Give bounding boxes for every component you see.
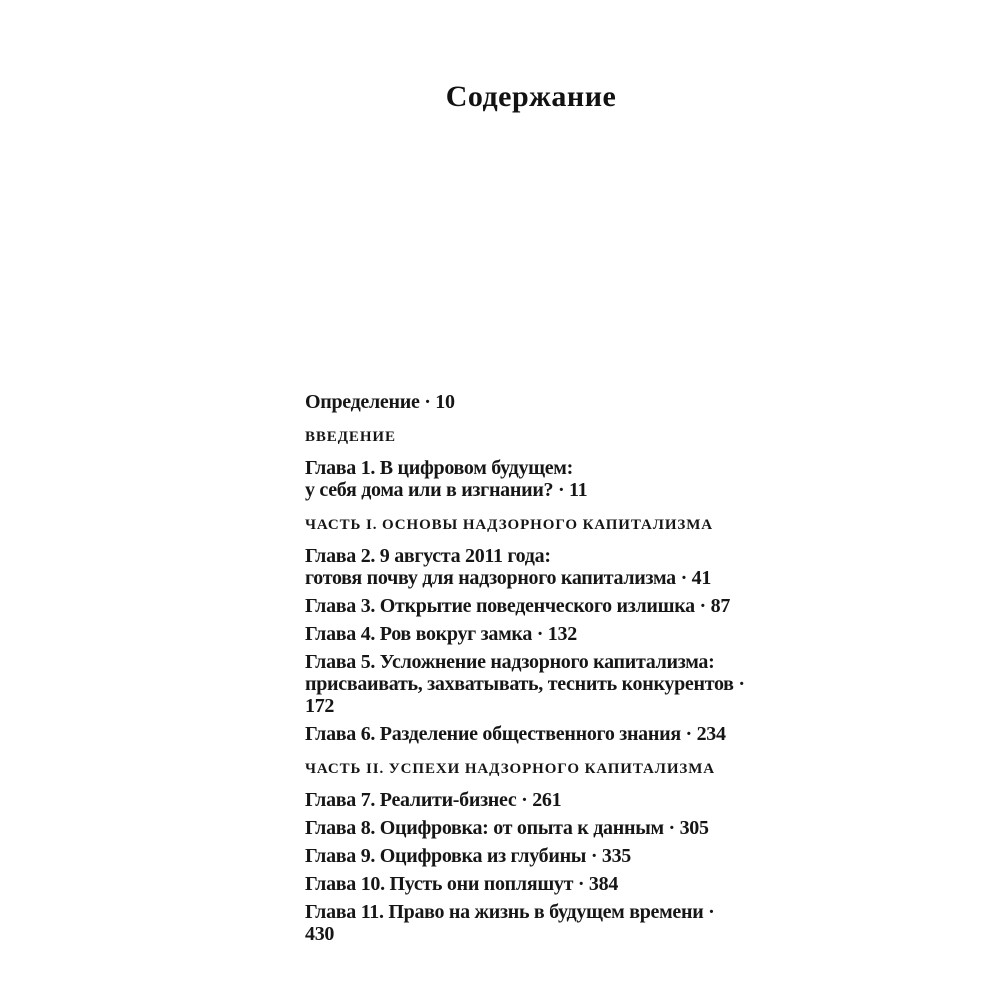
toc-entry: Глава 6. Разделение общественного знания · 234	[305, 723, 726, 745]
toc-entry: Глава 2. 9 августа 2011 года: готовя почву для надзорного капитализма · 41	[305, 545, 712, 589]
page-title: Содержание	[445, 80, 617, 113]
toc-entry: Глава 1. В цифровом будущем: у себя дома или в изгнании? · 11	[305, 457, 588, 501]
toc-entry: Глава 11. Право на жизнь в будущем времени · 430	[305, 901, 715, 945]
toc-list	[305, 391, 745, 951]
toc-entry: Определение · 10	[305, 391, 455, 413]
toc-section-heading: ВВЕДЕНИЕ	[305, 429, 396, 445]
toc-section-heading: ЧАСТЬ II. УСПЕХИ НАДЗОРНОГО КАПИТАЛИЗМА	[305, 761, 716, 777]
toc-entry: Глава 10. Пусть они попляшут · 384	[305, 873, 619, 895]
toc-entry: Глава 4. Ров вокруг замка · 132	[305, 623, 577, 645]
toc-section-heading: ЧАСТЬ I. ОСНОВЫ НАДЗОРНОГО КАПИТАЛИЗМА	[305, 517, 714, 533]
toc-entry: Глава 3. Открытие поведенческого излишка · 87	[305, 595, 731, 617]
toc-entry: Глава 5. Усложнение надзорного капитализма: присваивать, захватывать, теснить конкурентов · 172	[305, 651, 745, 717]
toc-entry: Глава 8. Оцифровка: от опыта к данным · 305	[305, 817, 709, 839]
toc-entry: Глава 9. Оцифровка из глубины · 335	[305, 845, 631, 867]
toc-entry: Глава 7. Реалити-бизнес · 261	[305, 789, 562, 811]
